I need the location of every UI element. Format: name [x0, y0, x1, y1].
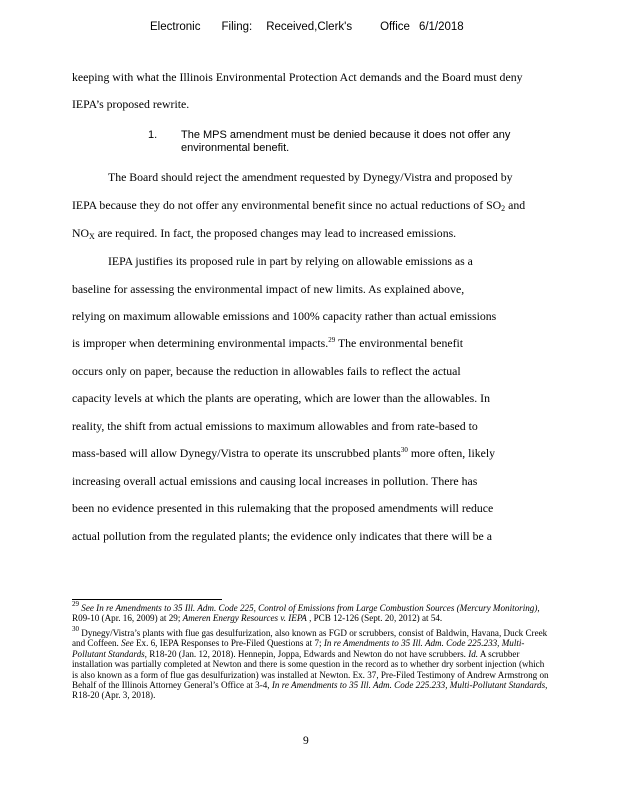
body-line: The Board should reject the amendment requested by Dynegy/Vistra and proposed by — [108, 170, 513, 184]
heading-text: The MPS amendment must be denied because it does not offer any environmental benefit. — [181, 129, 511, 154]
header-office: Office — [380, 21, 410, 33]
header-date: 6/1/2018 — [418, 21, 464, 33]
body-line: actual pollution from the regulated plants; the evidence only indicates that there will be a — [72, 529, 492, 543]
body-line: $NO_X$ are required. In fact, the proposed changes may lead to increased emissions. — [72, 226, 457, 241]
filing-header — [150, 21, 464, 33]
header-electronic: Electronic — [150, 21, 201, 33]
footnote-separator — [72, 599, 222, 600]
page-number: 9 — [303, 735, 309, 747]
body-line: reality, the shift from actual emissions to maximum allowables and from rate-based to — [72, 419, 478, 433]
body-line: increasing overall actual emissions and causing local increases in pollution. There has — [72, 474, 478, 488]
body-line: is improper when determining environmental impacts.$^{29}$ The environmental benefit — [72, 336, 464, 350]
header-filing: Filing: — [221, 21, 253, 33]
body-line: capacity levels at which the plants are operating, which are lower than the allowables. In — [72, 391, 490, 405]
body-line: IEPA justifies its proposed rule in part by relying on allowable emissions as a — [108, 254, 473, 268]
body-line: occurs only on paper, because the reduction in allowables fails to reflect the actual — [72, 364, 461, 378]
body-line: mass-based will allow Dynegy/Vistra to operate its unscrubbed plants$^{30}$ more often, likely — [72, 446, 496, 460]
heading-number: 1. — [148, 129, 158, 141]
header-received-clerks: Received,Clerk's — [266, 21, 353, 33]
body-line: baseline for assessing the environmental impact of new limits. As explained above, — [72, 282, 465, 296]
footnote-30: $^{30}$ Dynegy/Vistra’s plants with flue gas desulfurization, also known as FGD or scrubbers, consist of Baldwin, Havana, Duck Creek and Coffeen. See Ex. 6, IEPA Responses to Pre-Filed Questions at 7; In re Amendments to 35 Ill. Adm. Code 225.233, Multi-Pollutant Standards, R18-20 (Jan. 12, 2018). Hennepin, Joppa, Edwards and Newton do not have scrubbers. Id. A scrubber installation was partially completed at Newton and there is some question in the record as to whether dry sorbent injection (which is also known as a form of flue gas desulfurization) was installed at Newton. Ex. 37, Pre-Filed Testimony of Andrew Armstrong on Behalf of the Illinois Attorney General’s Office at 3-4, In re Amendments to 35 Ill. Adm. Code 225.233, Multi-Pollutant Standards, R18-20 (Apr. 3, 2018). — [72, 625, 549, 701]
body-line: been no evidence presented in this rulemaking that the proposed amendments will reduce — [72, 501, 494, 515]
body-line: IEPA’s proposed rewrite. — [72, 97, 190, 111]
body-line: keeping with what the Illinois Environmental Protection Act demands and the Board must deny — [72, 70, 523, 84]
footnote-29: $^{29}$ See In re Amendments to 35 Ill. Adm. Code 225, Control of Emissions from Large Combustion Sources (Mercury Monitoring), R09-10 (Apr. 16, 2009) at 29; Ameren Energy Resources v. IEPA , PCB 12-126 (Sept. 20, 2012) at 54. — [72, 600, 540, 624]
footnote-ref-29[interactable]: 29 — [328, 336, 336, 344]
body-line: IEPA because they do not offer any environmental benefit since no actual reductions of $SO_2$ and — [72, 198, 526, 213]
body-line: relying on maximum allowable emissions and 100% capacity rather than actual emissions — [72, 309, 497, 323]
footnote-ref-30[interactable]: 30 — [400, 446, 408, 454]
